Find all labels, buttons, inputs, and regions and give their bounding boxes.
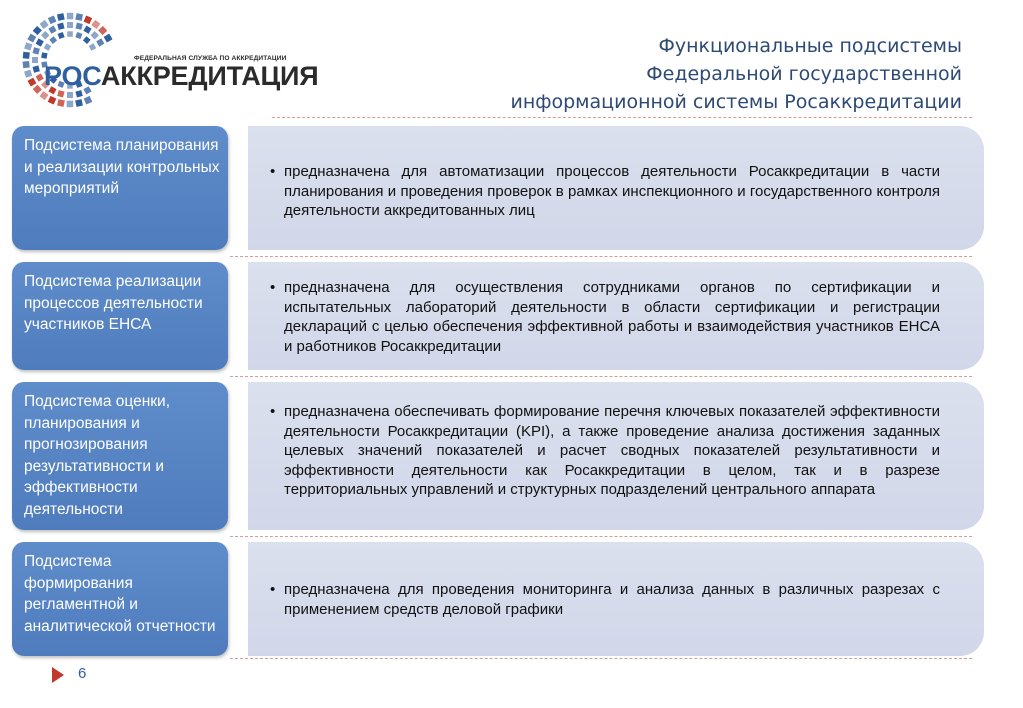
logo-emblem-square [48, 16, 57, 25]
logo-agency-line: ФЕДЕРАЛЬНАЯ СЛУЖБА ПО АККРЕДИТАЦИИ [134, 55, 287, 62]
logo-emblem-square [67, 13, 74, 19]
logo-emblem-square [90, 31, 98, 39]
page-title [482, 32, 962, 116]
subsystem-label-box [12, 262, 228, 370]
subsystem-label-box [12, 542, 228, 656]
logo-wordmark-part2: АККРЕДИТАЦИЯ [100, 61, 319, 91]
logo-emblem-square [67, 31, 73, 37]
page-title-line-1: Функциональные подсистемы [658, 35, 962, 57]
page-title-line-2: Федеральной государственной [646, 63, 962, 85]
logo-emblem-square [24, 42, 32, 50]
subsystem-description [270, 162, 940, 221]
logo-emblem-square [23, 52, 30, 59]
logo-wordmark-part1: РОС [44, 61, 101, 91]
logo-emblem-square [33, 65, 40, 72]
bullet-icon: • [270, 163, 276, 180]
rosakkreditatsiya-logo [20, 10, 319, 110]
logo-emblem-square [33, 47, 40, 54]
logo-emblem-square [44, 43, 52, 51]
logo-emblem-square [49, 36, 57, 44]
logo-emblem-square [67, 92, 73, 98]
row-divider [230, 536, 972, 537]
triangle-arrow-icon [52, 667, 64, 683]
logo-emblem-square [84, 96, 93, 105]
subsystem-description [270, 278, 940, 356]
logo-emblem-square [48, 26, 56, 34]
description-text: предназначена для осуществления сотрудниками органов по сертификации и испытательных лабораторий деятельности в области сертификации и регистрации деклараций с целью обеспечения эффективной работы и взаимодействия участников ЕНСА и работников Росаккредитации [284, 279, 940, 355]
subsystem-name: Подсистема реализации процессов деятельности участников ЕНСА [24, 273, 203, 333]
logo-emblem-square [33, 26, 42, 35]
logo-emblem-icon [20, 10, 132, 110]
bullet-icon: • [270, 403, 276, 420]
logo-emblem-square [67, 101, 74, 108]
logo-emblem-square [24, 70, 32, 78]
logo-emblem-square [41, 52, 47, 58]
logo-emblem-square [48, 96, 57, 105]
logo-emblem-square [98, 26, 107, 35]
subsystem-label-box [12, 382, 228, 530]
row-divider [230, 256, 972, 257]
logo-emblem-square [83, 26, 91, 34]
logo-emblem-square [83, 36, 91, 44]
logo-emblem-square [104, 34, 113, 43]
subsystem-name: Подсистема формирования регламентной и аналитической отчетности [24, 553, 216, 635]
logo-emblem-square [75, 99, 83, 107]
logo-emblem-square [57, 99, 65, 107]
bullet-icon: • [270, 279, 276, 296]
subsystem-name: Подсистема оценки, планирования и прогнозирования результативности и эффективности деятельности [24, 393, 171, 518]
logo-wordmark [44, 61, 318, 91]
logo-emblem-square [57, 90, 64, 97]
subsystem-row-3 [12, 382, 972, 530]
subsystem-name: Подсистема планирования и реализации контрольных мероприятий [24, 137, 220, 197]
logo-emblem-square [28, 78, 37, 87]
subsystem-description [270, 580, 940, 619]
logo-emblem-square [75, 90, 82, 97]
logo-emblem-square [33, 85, 42, 94]
subsystem-row-4 [12, 542, 972, 656]
logo-emblem-square [67, 22, 73, 28]
logo-emblem-square [41, 31, 49, 39]
logo-emblem-square [58, 32, 65, 39]
logo-emblem-square [57, 13, 65, 21]
logo-emblem-square [96, 38, 104, 46]
row-divider [230, 658, 972, 659]
subsystem-row-2 [12, 262, 972, 370]
description-text: предназначена для автоматизации процессов деятельности Росаккредитации в части планирования и проведения проверок в рамках инспекционного и государственного контроля деятельности аккредитованных лиц [284, 163, 940, 219]
logo-emblem-square [23, 61, 30, 68]
logo-emblem-square [75, 23, 82, 30]
description-text: предназначена обеспечивать формирование перечня ключевых показателей эффективности деятельности Росаккредитации (KPI), а также проведение анализа достижения заданных целевых значений показателей и расчет сводных показателей результативности и эффективности деятельности как Росаккредитации в целом, так и в разрезе территориальных управлений и структурных подразделений центрального аппарата [284, 403, 940, 498]
logo-emblem-square [27, 34, 36, 43]
logo-emblem-square [36, 73, 44, 81]
logo-emblem-square [84, 16, 93, 25]
logo-emblem-square [75, 13, 83, 21]
subsystem-row-1 [12, 126, 972, 250]
logo-emblem-square [75, 32, 82, 39]
page-number: 6 [78, 665, 87, 682]
logo-emblem-square [36, 38, 44, 46]
page-title-line-3: информационной системы Росаккредитации [510, 91, 962, 113]
bullet-icon: • [270, 581, 276, 598]
logo-emblem-square [39, 91, 48, 100]
subsystem-label-box [12, 126, 228, 250]
subsystem-description [270, 402, 940, 500]
logo-emblem-square [32, 57, 38, 63]
row-divider [230, 376, 972, 377]
logo-emblem-square [57, 23, 64, 30]
logo-emblem-square [91, 20, 100, 29]
logo-emblem-square [40, 20, 49, 29]
header-divider [272, 117, 972, 118]
description-text: предназначена для проведения мониторинга и анализа данных в различных разрезах с применением средств деловой графики [284, 581, 940, 618]
logo-emblem-square [89, 43, 97, 51]
